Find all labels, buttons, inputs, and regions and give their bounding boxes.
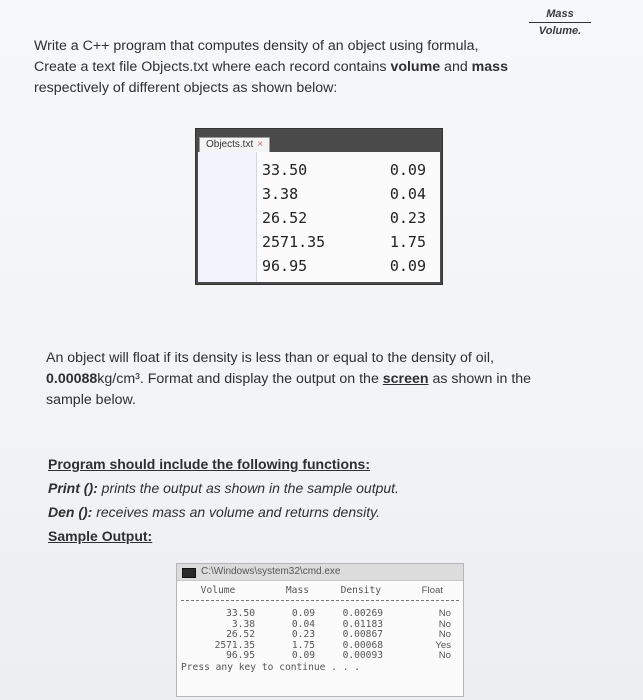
output-volume: 3.38 <box>231 618 255 630</box>
formula-numerator: Mass <box>529 8 591 23</box>
file-editor-pane[interactable] <box>198 152 440 282</box>
output-density: 0.00867 <box>342 629 383 641</box>
den-function-desc: receives mass an volume and returns density. <box>92 504 380 520</box>
float-text-tail: as shown in the <box>428 371 532 387</box>
record-mass: 0.23 <box>389 209 426 227</box>
den-function-line <box>48 500 608 524</box>
float-line-3: sample below. <box>46 392 136 408</box>
intro-volume: volume <box>390 59 441 75</box>
sample-output-heading: Sample Output: <box>48 528 153 544</box>
output-row <box>181 620 459 631</box>
record-volume: 96.95 <box>262 257 308 275</box>
console-title: C:\Windows\system32\cmd.exe <box>201 566 341 577</box>
record-mass: 0.09 <box>389 161 426 179</box>
output-float: No <box>438 608 451 619</box>
output-float: Yes <box>435 639 451 651</box>
file-records <box>262 158 426 278</box>
output-mass: 1.75 <box>291 639 315 651</box>
output-float: No <box>438 629 451 641</box>
record-volume: 2571.35 <box>262 233 326 251</box>
output-mass: 0.09 <box>291 650 315 662</box>
output-density: 0.01183 <box>342 618 383 630</box>
output-volume: 26.52 <box>226 629 255 641</box>
output-header-row <box>181 584 459 598</box>
output-float: No <box>438 618 451 630</box>
intro-line-2 <box>34 57 614 78</box>
print-function-line <box>48 476 608 500</box>
oil-density-value: 0.00088 <box>46 371 98 387</box>
output-volume: 33.50 <box>226 608 255 619</box>
file-record <box>262 158 426 182</box>
record-mass: 0.04 <box>389 185 426 203</box>
output-volume: 96.95 <box>226 650 255 662</box>
intro-line-3: respectively of different objects as shown below: <box>34 80 338 96</box>
intro-mass: mass <box>471 59 508 75</box>
formula-denominator: Volume. <box>538 25 582 37</box>
output-density: 0.00093 <box>342 650 383 662</box>
float-paragraph <box>46 348 606 411</box>
float-line-1: An object will float if its density is less than or equal to the density of oil, <box>46 350 494 366</box>
file-record <box>262 230 426 254</box>
header-float: Float <box>421 585 443 596</box>
output-mass: 0.23 <box>291 629 315 641</box>
file-tab[interactable] <box>199 137 270 152</box>
print-function-desc: prints the output as shown in the sample output. <box>97 480 399 496</box>
intro-and: and <box>440 59 472 75</box>
console-titlebar[interactable] <box>177 564 463 581</box>
console-icon <box>182 568 196 578</box>
file-record <box>262 206 426 230</box>
record-volume: 3.38 <box>262 185 299 203</box>
file-tab-label: Objects.txt <box>206 139 254 150</box>
float-line-2 <box>46 369 606 390</box>
file-record <box>262 254 426 278</box>
file-record <box>262 182 426 206</box>
record-mass: 1.75 <box>389 233 426 251</box>
line-number-gutter <box>198 152 257 282</box>
output-volume: 2571.35 <box>214 639 255 651</box>
objects-file-window <box>195 128 443 285</box>
record-mass: 0.09 <box>389 257 426 275</box>
output-float: No <box>438 650 451 662</box>
record-volume: 33.50 <box>262 161 308 179</box>
screen-word: screen <box>382 371 429 387</box>
density-formula <box>529 8 591 37</box>
output-row <box>181 641 459 652</box>
print-function-name: Print (): <box>48 480 98 496</box>
header-density: Density <box>340 585 381 596</box>
intro-paragraph <box>34 36 614 99</box>
den-function-name: Den (): <box>48 504 93 520</box>
record-volume: 26.52 <box>262 209 308 227</box>
output-density: 0.00269 <box>342 608 383 619</box>
intro-line-1: Write a C++ program that computes density of an object using formula, <box>34 38 479 54</box>
output-mass: 0.04 <box>291 618 315 630</box>
output-rows <box>181 609 459 662</box>
header-mass: Mass <box>285 585 309 596</box>
oil-density-unit: kg/cm³ <box>97 371 140 387</box>
output-row <box>181 651 459 662</box>
close-icon[interactable]: × <box>257 139 264 150</box>
functions-block <box>48 452 608 548</box>
header-volume: Volume <box>200 585 236 596</box>
output-density: 0.00068 <box>342 639 383 651</box>
console-window <box>176 563 464 697</box>
output-mass: 0.09 <box>291 608 315 619</box>
float-text: . Format and display the output on the <box>139 371 383 387</box>
header-divider <box>181 600 459 601</box>
functions-heading: Program should include the following functions: <box>48 456 370 472</box>
press-any-key: Press any key to continue . . . <box>181 661 361 673</box>
console-output <box>181 584 459 694</box>
output-row <box>181 609 459 620</box>
intro-text: Create a text file Objects.txt where each record contains <box>34 59 391 75</box>
